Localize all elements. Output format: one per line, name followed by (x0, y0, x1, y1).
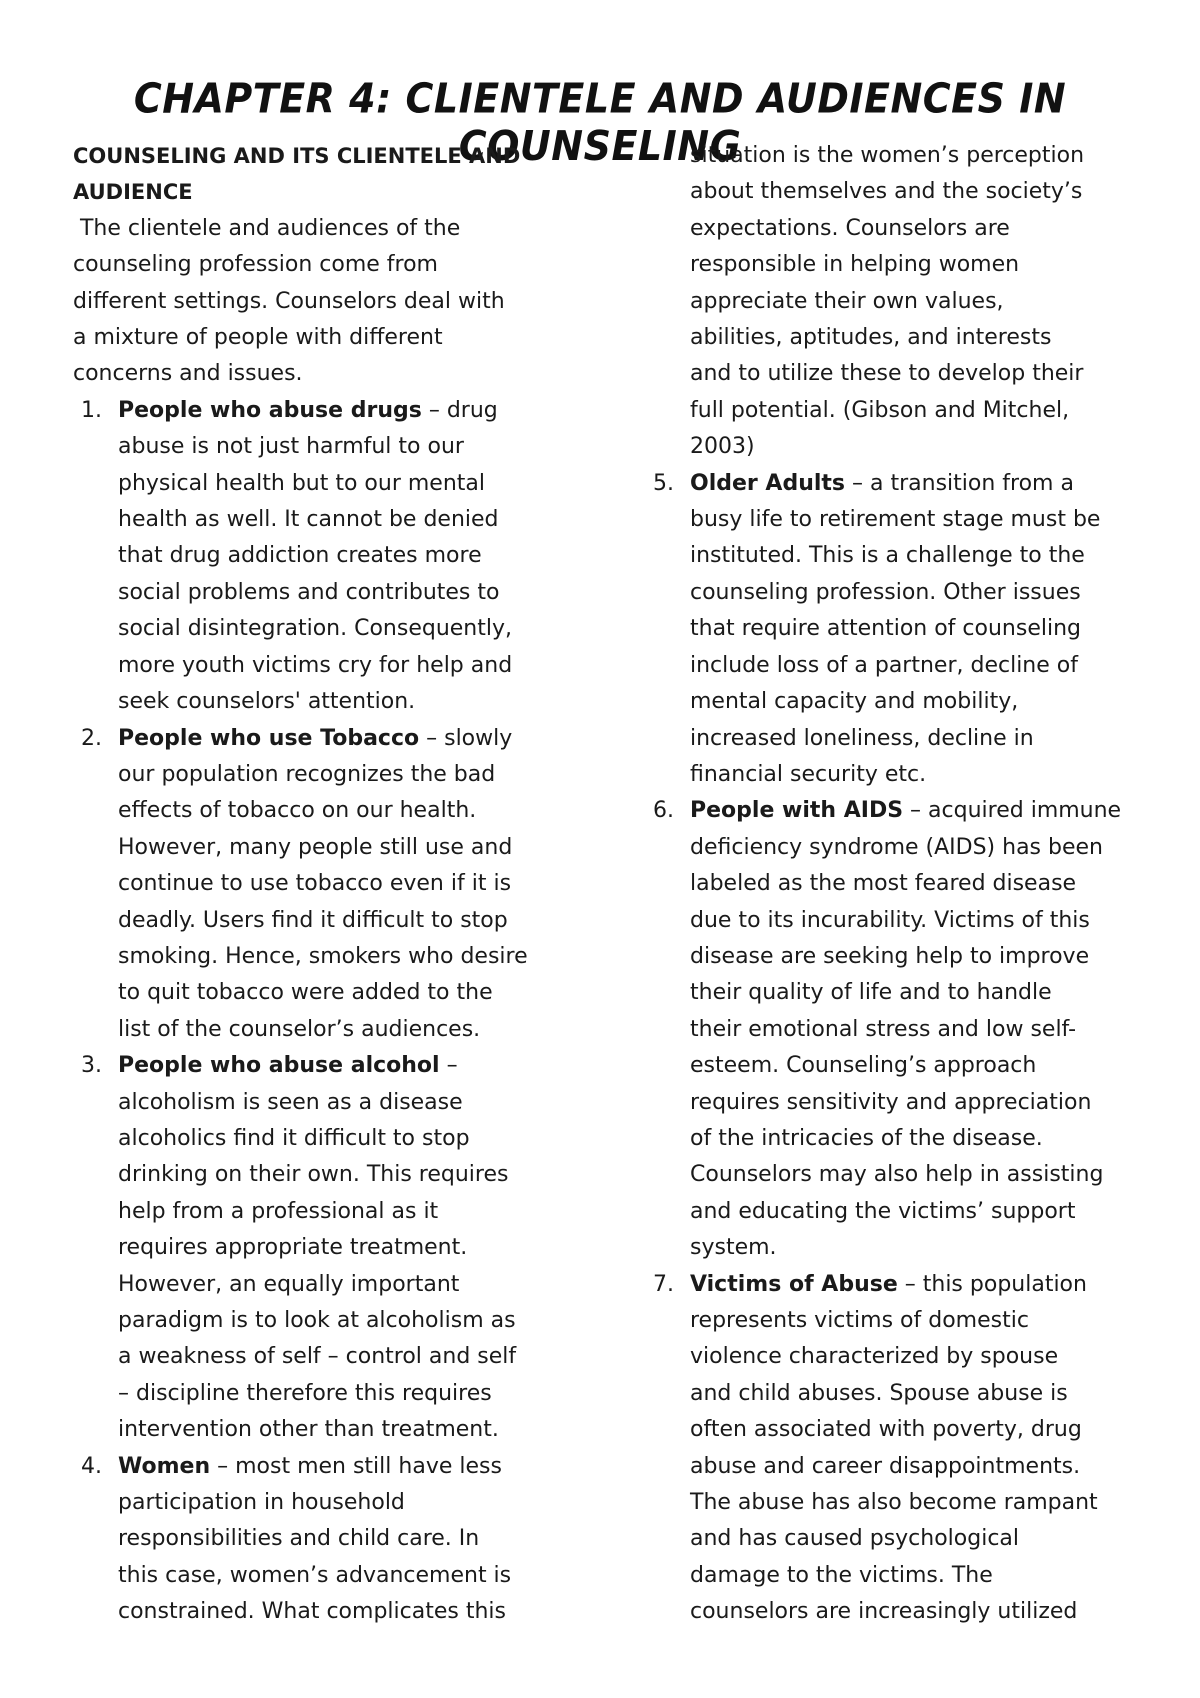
item-line: requires sensitivity and appreciation (690, 1089, 1092, 1115)
item-line: 2003) (690, 434, 755, 460)
item-label: Older Adults (690, 470, 846, 496)
item-first-line (118, 1449, 573, 1485)
list-item (73, 1449, 573, 1631)
item-line: represents victims of domestic (690, 1308, 1029, 1333)
audience-list (73, 393, 573, 1631)
left-column (73, 138, 573, 1631)
item-line: deficiency syndrome (AIDS) has been (690, 834, 1103, 860)
item-number: 1. (81, 397, 102, 423)
item-label: People with AIDS (690, 798, 904, 824)
item-first-text: – this population (897, 1271, 1087, 1297)
item-number: 2. (81, 725, 102, 751)
item-line: participation in household (118, 1490, 405, 1516)
item-number: 4. (81, 1453, 102, 1479)
list-item (73, 393, 573, 721)
intro-line: The clientele and audiences of the (73, 215, 461, 241)
item-line: their quality of life and to handle (690, 980, 1052, 1006)
item-first-line (118, 721, 573, 757)
item-line: seek counselors' attention. (118, 689, 416, 715)
item-line: drinking on their own. This requires (118, 1162, 509, 1188)
list-item (645, 466, 1145, 794)
item-first-line (690, 793, 1145, 829)
item-line: responsibilities and child care. In (118, 1526, 480, 1552)
item-line: about themselves and the society’s (690, 179, 1083, 205)
item-line: disease are seeking help to improve (690, 943, 1090, 969)
item-number: 5. (653, 470, 674, 496)
item-line: requires appropriate treatment. (118, 1235, 468, 1261)
item-line: that drug addiction creates more (118, 543, 482, 569)
item-line: and has caused psychological (690, 1526, 1020, 1552)
item-line: mental capacity and mobility, (690, 689, 1019, 715)
item-line: abilities, aptitudes, and interests (690, 325, 1052, 351)
intro-paragraph (73, 211, 573, 393)
item-line: often associated with poverty, drug (690, 1417, 1082, 1443)
item-first-line (118, 393, 573, 429)
item-line: deadly. Users find it difficult to stop (118, 907, 508, 933)
item-label: Victims of Abuse (690, 1271, 898, 1297)
item-first-line (690, 466, 1145, 502)
list-item (73, 1048, 573, 1448)
item-line: social problems and contributes to (118, 579, 500, 605)
section-heading-line: COUNSELING AND ITS CLIENTELE AND (73, 144, 521, 168)
item-line: damage to the victims. The (690, 1562, 993, 1588)
item-line: esteem. Counseling’s approach (690, 1053, 1037, 1079)
item-line: more youth victims cry for help and (118, 652, 513, 678)
item-line: However, an equally important (118, 1271, 460, 1297)
item-label: Women (118, 1453, 211, 1479)
item-line: due to its incurability. Victims of this (690, 907, 1090, 933)
item-line: to quit tobacco were added to the (118, 980, 493, 1006)
item-line: help from a professional as it (118, 1198, 439, 1224)
item-line: effects of tobacco on our health. (118, 798, 477, 824)
item-line: violence characterized by spouse (690, 1344, 1059, 1370)
item-line: – discipline therefore this requires (118, 1380, 492, 1406)
item-line: system. (690, 1235, 777, 1261)
item-number: 7. (653, 1271, 674, 1297)
item-line: appreciate their own values, (690, 288, 1004, 314)
item-line: alcoholics find it difficult to stop (118, 1125, 470, 1151)
item-label: People who abuse drugs (118, 397, 422, 423)
item-first-text: – slowly (419, 725, 513, 751)
item-line: social disintegration. Consequently, (118, 616, 512, 642)
item-line: and to utilize these to develop their (690, 361, 1084, 387)
item-line: intervention other than treatment. (118, 1417, 499, 1443)
right-column (645, 138, 1145, 1631)
intro-line: different settings. Counselors deal with (73, 288, 505, 314)
item-first-text: – acquired immune (903, 798, 1122, 824)
audience-list-continued (645, 138, 1145, 1631)
item-line: The abuse has also become rampant (690, 1490, 1098, 1516)
item-line: alcoholism is seen as a disease (118, 1089, 463, 1115)
item-line: full potential. (Gibson and Mitchel, (690, 397, 1070, 423)
intro-line: a mixture of people with different (73, 325, 443, 351)
item-line: busy life to retirement stage must be (690, 507, 1101, 533)
item-line: their emotional stress and low self- (690, 1016, 1077, 1042)
intro-line: concerns and issues. (73, 361, 303, 387)
item-line: of the intricacies of the disease. (690, 1125, 1043, 1151)
item-label: People who abuse alcohol (118, 1053, 440, 1079)
item-line: a weakness of self – control and self (118, 1344, 517, 1370)
item-line: abuse is not just harmful to our (118, 434, 464, 460)
item-line: expectations. Counselors are (690, 215, 1010, 241)
item-line: list of the counselor’s audiences. (118, 1016, 481, 1042)
item-line: constrained. What complicates this (118, 1599, 506, 1625)
item-label: People who use Tobacco (118, 725, 420, 751)
item-line: counselors are increasingly utilized (690, 1599, 1078, 1625)
item-line: financial security etc. (690, 761, 927, 787)
item-line: smoking. Hence, smokers who desire (118, 943, 528, 969)
item-line: health as well. It cannot be denied (118, 507, 499, 533)
item-line: counseling profession. Other issues (690, 579, 1081, 605)
item-line: this case, women’s advancement is (118, 1562, 512, 1588)
item-number: 6. (653, 798, 674, 824)
item-first-text: – most men still have less (210, 1453, 502, 1479)
item-line: continue to use tobacco even if it is (118, 871, 512, 897)
item-line: situation is the women’s perception (690, 143, 1085, 168)
item-line: that require attention of counseling (690, 616, 1081, 642)
section-heading-line: AUDIENCE (73, 180, 193, 205)
item-line: our population recognizes the bad (118, 761, 496, 787)
item-first-text: – a transition from a (845, 470, 1074, 496)
item-line: abuse and career disappointments. (690, 1453, 1081, 1479)
item-line: physical health but to our mental (118, 470, 485, 496)
chapter-title: CHAPTER 4: CLIENTELE AND AUDIENCES IN COUNSELING (133, 74, 1067, 170)
item-line: paradigm is to look at alcoholism as (118, 1308, 516, 1333)
intro-line: counseling profession come from (73, 252, 438, 278)
item-line: instituted. This is a challenge to the (690, 543, 1085, 569)
item-first-text: – drug (421, 397, 498, 423)
item-number: 3. (81, 1053, 102, 1079)
item-line: Counselors may also help in assisting (690, 1162, 1104, 1188)
list-item (645, 793, 1145, 1266)
list-item (645, 1267, 1145, 1631)
section-heading (73, 138, 573, 211)
item-first-line (118, 1048, 573, 1084)
list-item (73, 721, 573, 1049)
item-line: However, many people still use and (118, 834, 513, 860)
item-line: and child abuses. Spouse abuse is (690, 1380, 1068, 1406)
list-item-continued (645, 138, 1145, 466)
item-line: increased loneliness, decline in (690, 725, 1034, 751)
item-line: responsible in helping women (690, 252, 1020, 278)
item-line: labeled as the most feared disease (690, 871, 1077, 897)
item-first-text: – (439, 1053, 458, 1079)
item-line: and educating the victims’ support (690, 1198, 1076, 1224)
item-first-line (690, 1267, 1145, 1303)
item-line: include loss of a partner, decline of (690, 652, 1078, 678)
